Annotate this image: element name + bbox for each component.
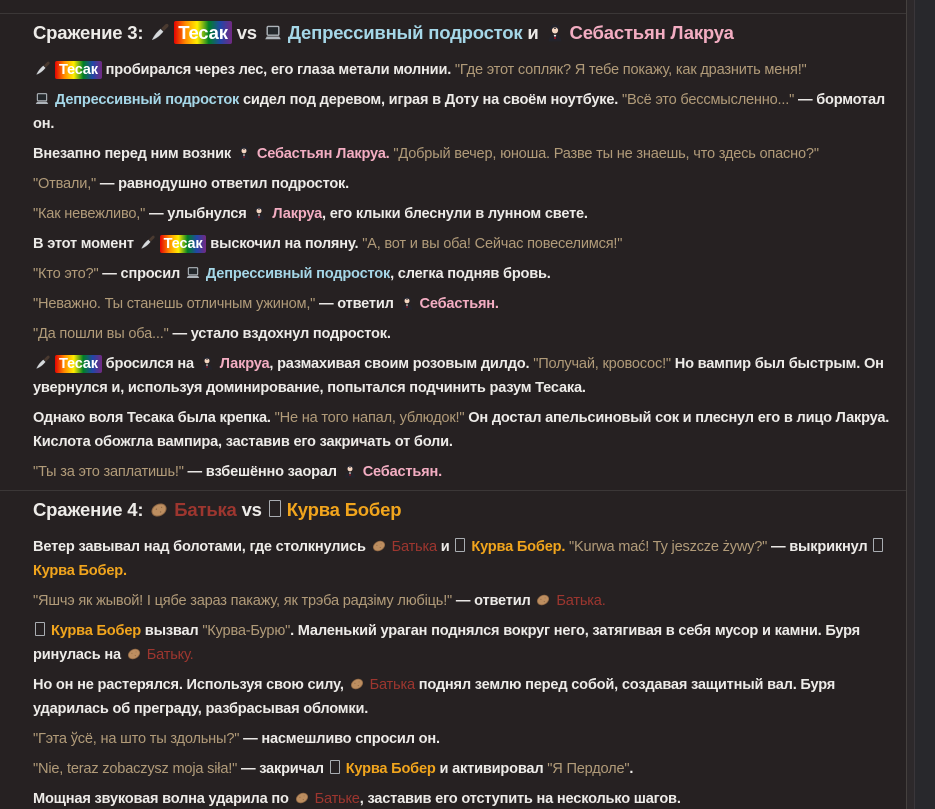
narration-text: пробирался через лес, его глаза метали молнии. (101, 62, 455, 78)
quote-text: "Неважно. Ты станешь отличным ужином," (33, 296, 316, 312)
beaver-icon (267, 499, 287, 520)
narration-text: . (629, 761, 634, 777)
potato-icon (535, 592, 551, 608)
character-name: Курва Бобер (345, 761, 436, 777)
knife-icon (149, 23, 169, 43)
story-body (33, 20, 900, 809)
character-name: Тесак (160, 235, 207, 253)
beaver-missing-glyph-icon (35, 622, 45, 636)
character-name: Батьку. (146, 647, 194, 663)
paragraph (33, 535, 900, 583)
paragraph (33, 172, 900, 196)
knife-icon (34, 61, 50, 77)
beaver-missing-glyph-icon (455, 538, 465, 552)
narration-text: vs (236, 499, 267, 520)
beaver-missing-glyph-icon (873, 538, 883, 552)
quote-text: "Как невежливо," (33, 206, 146, 222)
narration-text: — бормотал он. (33, 92, 889, 132)
quote-text: "Всё это бессмысленно..." (621, 92, 795, 108)
potato-icon (349, 676, 365, 692)
paragraph (33, 262, 900, 286)
narration-text: — ответил (452, 593, 535, 609)
vampire-icon (251, 205, 267, 221)
narration-text: Сражение 3: (33, 22, 149, 43)
section-divider (0, 13, 906, 14)
clipped-previous-line (33, 0, 900, 8)
potato-icon (149, 500, 169, 520)
narration-text: Мощная звуковая волна ударила по (33, 791, 293, 807)
narration-text: — закричал (237, 761, 328, 777)
paragraph (33, 232, 900, 256)
beaver-missing-glyph-icon (269, 500, 281, 517)
paragraph (33, 88, 900, 136)
narration-text: , заставив его отступить на несколько шагов. (359, 791, 681, 807)
character-name: Лакруа (219, 356, 270, 372)
paragraph (33, 406, 900, 454)
narration-text: Но он не растерялся. Используя свою силу, (33, 677, 348, 693)
narration-text: — равнодушно ответил подросток. (96, 176, 350, 192)
beaver-icon (871, 539, 889, 555)
potato-icon (371, 538, 387, 554)
laptop-icon (185, 265, 201, 281)
character-name: Лакруа (272, 206, 322, 222)
narration-text: — устало вздохнул подросток. (168, 326, 391, 342)
beaver-icon (453, 539, 471, 555)
section-heading (33, 497, 900, 523)
paragraph (33, 292, 900, 316)
quote-text: "Где этот сопляк? Я тебе покажу, как дразнить меня!" (454, 62, 807, 78)
beaver-missing-glyph-icon (330, 760, 340, 774)
paragraph (33, 352, 900, 400)
quote-text: "Nie, teraz zobaczysz moja siła!" (33, 761, 238, 777)
character-name: Депрессивный подросток (205, 266, 391, 282)
section-divider (0, 490, 906, 491)
paragraph (33, 460, 900, 484)
potato-icon (294, 790, 310, 806)
narration-text: Однако воля Тесака была крепка. (33, 410, 275, 426)
narration-text: — выкрикнул (767, 539, 872, 555)
quote-text: "Кто это?" (33, 266, 99, 282)
quote-text: "Яшчэ як жывой! І цябе зараз пакажу, як трэба радзіму любіць!" (33, 593, 453, 609)
narration-text: — спросил (98, 266, 184, 282)
narration-text: vs (231, 22, 262, 43)
quote-text: "Добрый вечер, юноша. Разве ты не знаешь, что здесь опасно?" (393, 146, 819, 162)
narration-text: поднял землю перед собой, создавая защитный вал. Буря ударилась об преграду, разбрасывая обломки. (33, 677, 839, 717)
paragraph (33, 202, 900, 226)
narration-text: и (436, 539, 454, 555)
narration-text: В этот момент (33, 236, 138, 252)
section-heading (33, 20, 900, 46)
narration-text: Но вампир был быстрым. Он увернулся и, используя доминирование, попытался подчинить разум Тесака. (33, 356, 888, 396)
paragraph (33, 58, 900, 82)
character-name: Тесак (55, 355, 102, 373)
narration-text: , размахивая своим розовым дилдо. (269, 356, 534, 372)
paragraph (33, 787, 900, 809)
narration-text: — улыбнулся (145, 206, 251, 222)
paragraph (33, 727, 900, 751)
character-name: Батька. (556, 593, 606, 609)
paragraph (33, 322, 900, 346)
character-name: Батька (391, 539, 437, 555)
character-name: Курва Бобер (51, 623, 141, 639)
narration-text: , его клыки блеснули в лунном свете. (322, 206, 588, 222)
laptop-icon (263, 23, 283, 43)
quote-text: "Курва-Бурю" (202, 623, 291, 639)
character-name: Курва Бобер. (471, 539, 566, 555)
character-name: Батьке (314, 791, 360, 807)
character-name: Себастьян. (362, 464, 442, 480)
beaver-icon (328, 761, 346, 777)
character-name: Себастьян Лакруа. (256, 146, 390, 162)
vampire-icon (236, 145, 252, 161)
narration-text: — насмешливо спросил он. (239, 731, 440, 747)
narration-text: выскочил на поляну. (206, 236, 363, 252)
quote-text: "А, вот и вы оба! Сейчас повеселимся!" (362, 236, 623, 252)
quote-text: "Я Пердоле" (547, 761, 630, 777)
quote-text: "Не на того напал, ублюдок!" (274, 410, 465, 426)
character-name: Тесак (55, 61, 102, 79)
narration-text: Ветер завывал над болотами, где столкнулись (33, 539, 370, 555)
character-name: Депрессивный подросток (287, 22, 523, 43)
paragraph (33, 6, 900, 8)
paragraph (33, 619, 900, 667)
paragraph (33, 142, 900, 166)
narration-text: и активировал (435, 761, 548, 777)
potato-icon (126, 646, 142, 662)
narration-text: вызвал (140, 623, 203, 639)
character-name: Курва Бобер. (33, 563, 127, 579)
narration-text: . Маленький ураган поднялся вокруг него, затягивая в себя мусор и камни. Буря ринулась на (33, 623, 864, 663)
character-name: Себастьян Лакруа (569, 22, 734, 43)
window-right-rail (915, 0, 935, 809)
quote-text: "Получай, кровосос!" (533, 356, 671, 372)
vampire-icon (545, 23, 565, 43)
narration-text: — взбешённо заорал (183, 464, 341, 480)
laptop-icon (34, 91, 50, 107)
narration-text: Он достал апельсиновый сок и плеснул его в лицо Лакруа. Кислота обожгла вампира, заставив его закричать от боли. (33, 410, 893, 450)
paragraph (33, 673, 900, 721)
quote-text: "Отвали," (33, 176, 97, 192)
character-name: Себастьян. (419, 296, 499, 312)
character-name: Тесак (174, 21, 232, 44)
narration-text: Внезапно перед ним возник (33, 146, 235, 162)
vampire-icon (399, 295, 415, 311)
knife-icon (34, 355, 50, 371)
quote-text: "Ты за это заплатишь!" (33, 464, 184, 480)
narration-text: , слегка подняв бровь. (390, 266, 551, 282)
beaver-icon (33, 623, 51, 639)
character-name: Батька (369, 677, 415, 693)
knife-icon (139, 235, 155, 251)
quote-text: "Да пошли вы оба..." (33, 326, 169, 342)
character-name: Депрессивный подросток (55, 92, 240, 108)
quote-text: "Kurwa mać! Ty jeszcze żywy?" (569, 539, 768, 555)
narration-text: сидел под деревом, играя в Доту на своём ноутбуке. (239, 92, 622, 108)
window-right-gutter (907, 0, 915, 809)
character-name: Курва Бобер (286, 499, 402, 520)
narration-text: — ответил (315, 296, 398, 312)
paragraph (33, 757, 900, 781)
paragraph (33, 589, 900, 613)
narration-text: бросился на (101, 356, 198, 372)
narration-text: и (522, 22, 544, 43)
character-name: Батька (174, 499, 237, 520)
vampire-icon (342, 463, 358, 479)
quote-text: "Гэта ўсё, на што ты здольны?" (33, 731, 240, 747)
narration-text: Сражение 4: (33, 499, 149, 520)
vampire-icon (199, 355, 215, 371)
